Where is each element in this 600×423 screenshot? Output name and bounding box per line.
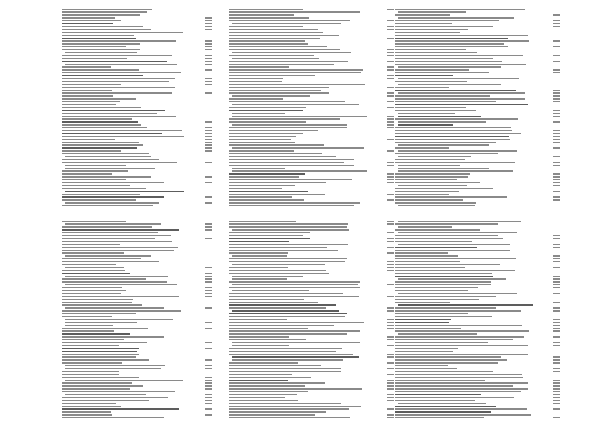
text-line — [395, 419, 560, 420]
text-line — [229, 419, 394, 420]
text-line — [62, 419, 212, 420]
column-top-left — [62, 8, 212, 208]
column-bottom-right — [395, 220, 560, 420]
column-top-right — [395, 8, 560, 208]
text-line — [395, 207, 560, 208]
text-line — [62, 207, 212, 208]
column-bottom-left — [62, 220, 212, 420]
text-line — [229, 207, 394, 208]
column-bottom-middle — [229, 220, 394, 420]
column-top-middle — [229, 8, 394, 208]
